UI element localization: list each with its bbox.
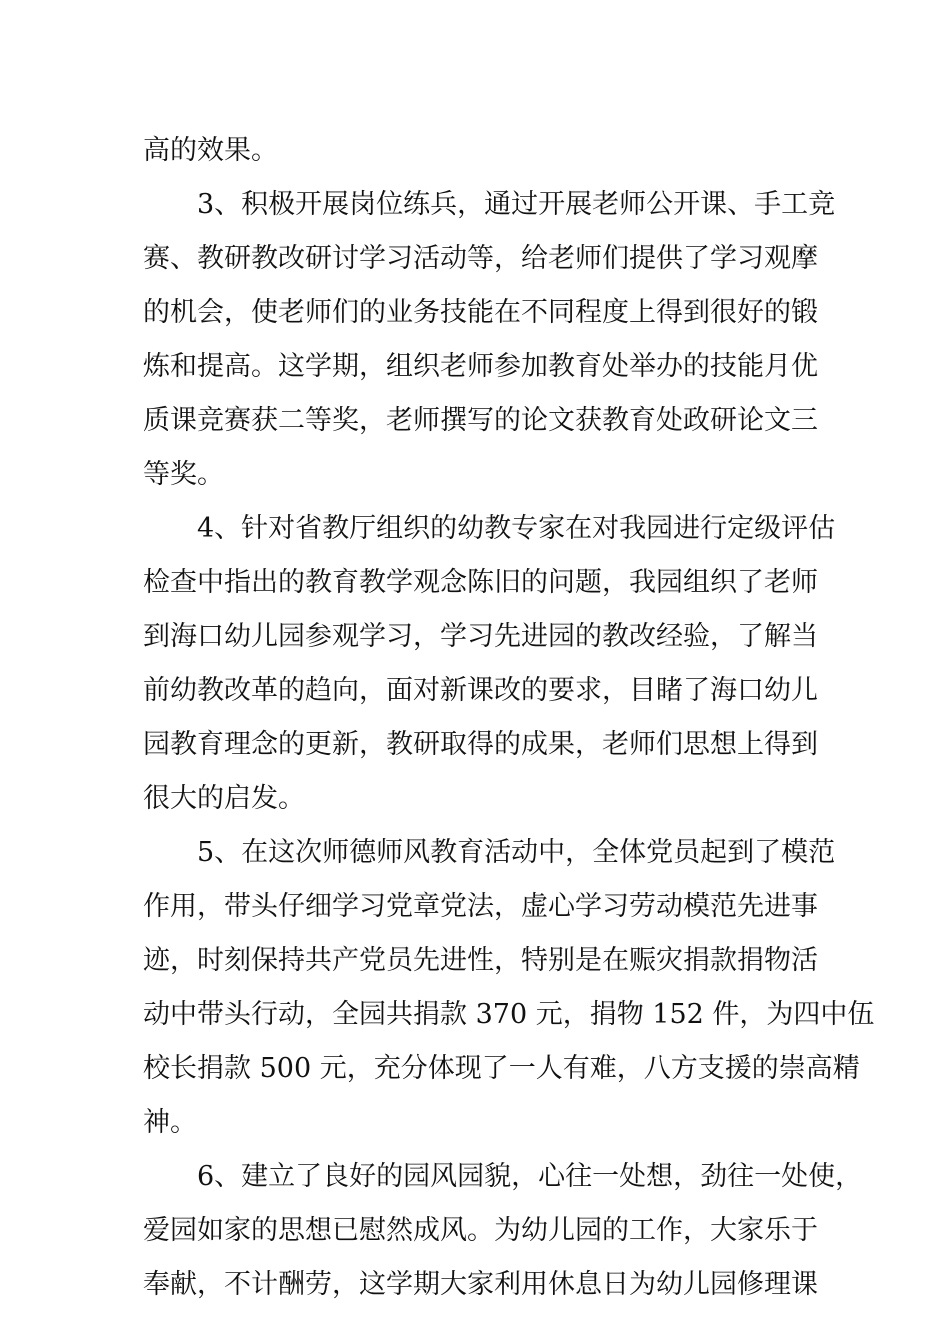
text-line: 检查中指出的教育教学观念陈旧的问题，我园组织了老师: [143, 567, 818, 598]
text-line: 爱园如家的思想已慰然成风。为幼儿园的工作，大家乐于: [143, 1215, 818, 1246]
text-line: 4、针对省教厅组织的幼教专家在对我园进行定级评估: [197, 513, 836, 544]
text-line: 5、在这次师德师风教育活动中，全体党员起到了模范: [197, 837, 836, 868]
text-line: 的机会，使老师们的业务技能在不同程度上得到很好的锻: [143, 297, 818, 328]
text-line: 神。: [143, 1107, 197, 1138]
text-line: 高的效果。: [143, 135, 278, 166]
text-line: 赛、教研教改研讨学习活动等，给老师们提供了学习观摩: [143, 243, 818, 274]
text-line: 作用，带头仔细学习党章党法，虚心学习劳动模范先进事: [143, 891, 818, 922]
text-line: 很大的启发。: [143, 783, 305, 814]
text-line: 炼和提高。这学期，组织老师参加教育处举办的技能月优: [143, 351, 818, 382]
text-line: 奉献，不计酬劳，这学期大家利用休息日为幼儿园修理课: [143, 1269, 818, 1300]
text-line: 3、积极开展岗位练兵，通过开展老师公开课、手工竞: [197, 189, 836, 220]
text-line: 园教育理念的更新，教研取得的成果，老师们思想上得到: [143, 729, 818, 760]
text-line: 等奖。: [143, 459, 224, 490]
text-line: 迹，时刻保持共产党员先进性，特别是在赈灾捐款捐物活: [143, 945, 818, 976]
text-line: 6、建立了良好的园风园貌，心往一处想，劲往一处使，: [197, 1161, 863, 1192]
text-line: 校长捐款 500 元，充分体现了一人有难，八方支援的崇高精: [143, 1053, 860, 1084]
document-body: [143, 124, 875, 1312]
text-line: 动中带头行动，全园共捐款 370 元，捐物 152 件，为四中伍: [143, 999, 875, 1030]
text-line: 到海口幼儿园参观学习，学习先进园的教改经验，了解当: [143, 621, 818, 652]
text-line: 前幼教改革的趋向，面对新课改的要求，目睹了海口幼儿: [143, 675, 818, 706]
text-line: 质课竞赛获二等奖，老师撰写的论文获教育处政研论文三: [143, 405, 818, 436]
